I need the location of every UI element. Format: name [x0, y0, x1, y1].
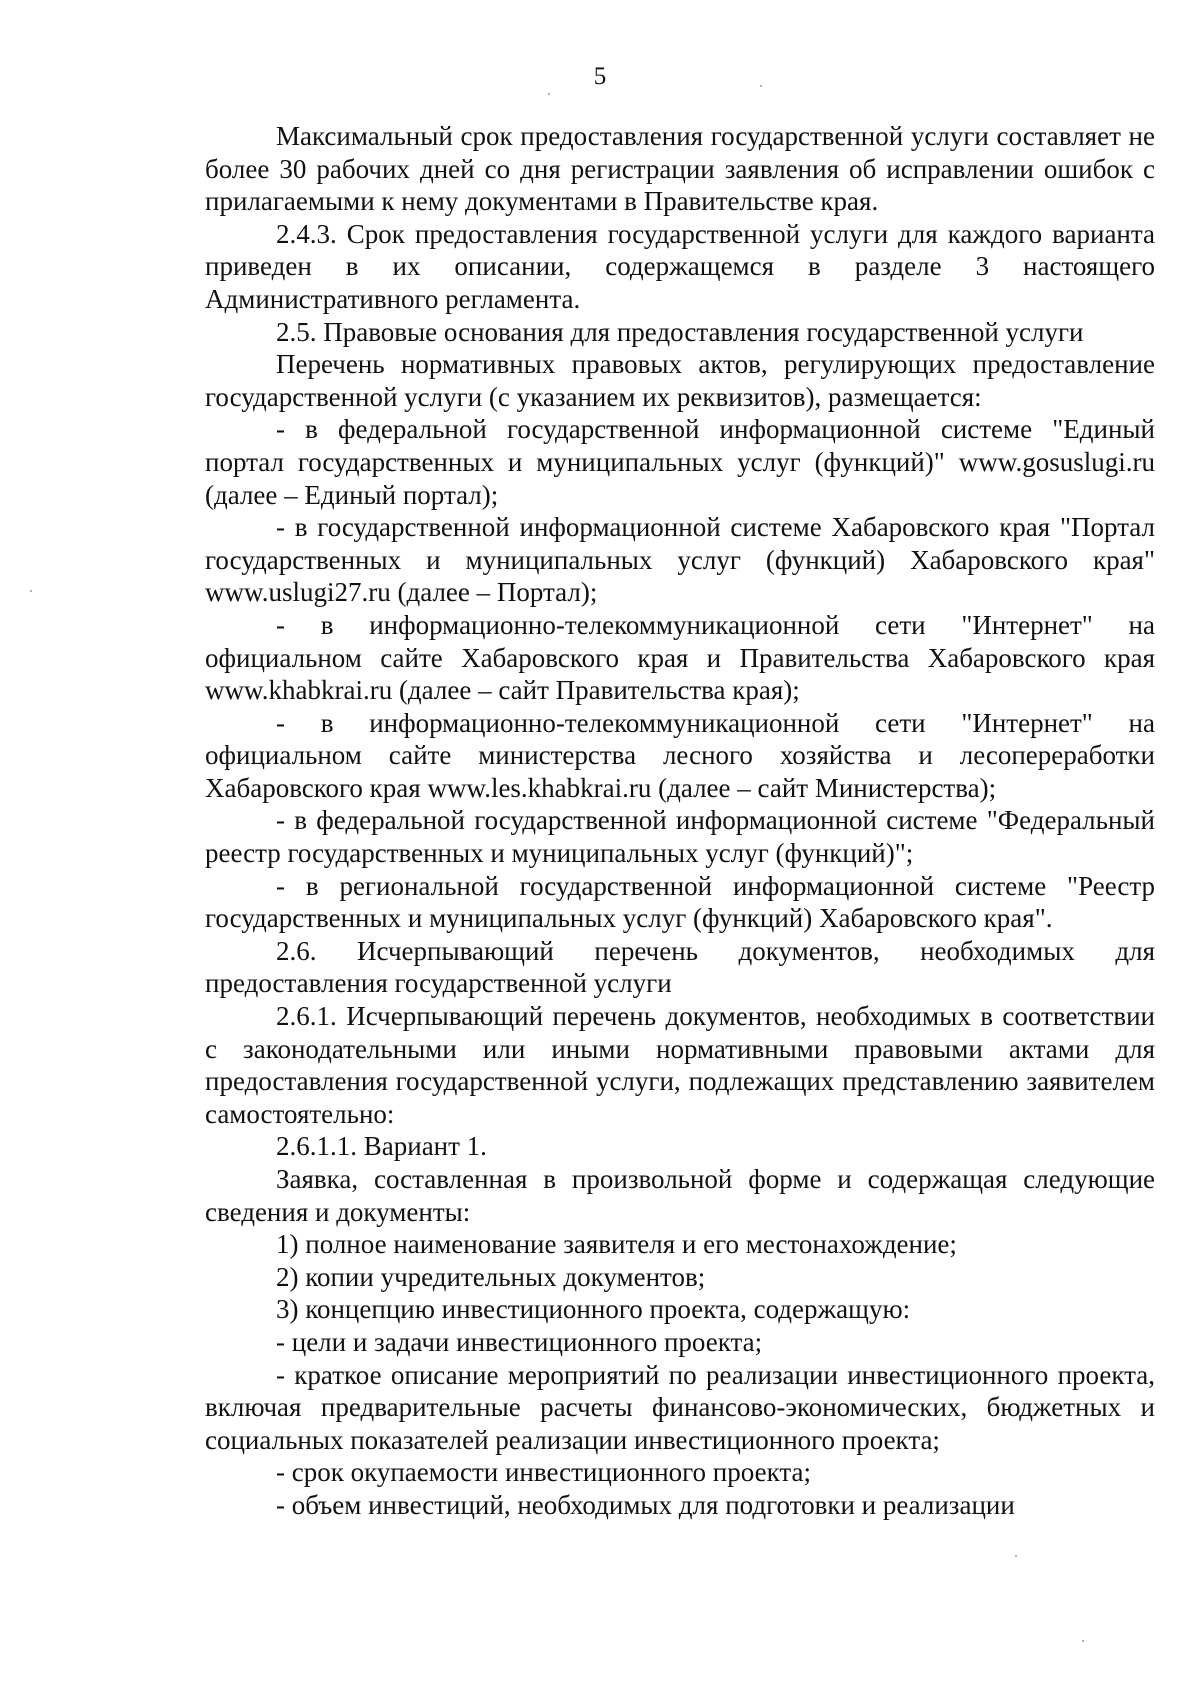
- list-item-federal-portal: - в федеральной государственной информационной системе "Единый портал государственных и муниципальных услуг (функций)" www.gosuslugi.ru (далее – Единый портал);: [205, 414, 1155, 510]
- scan-speck: [760, 85, 762, 87]
- paragraph-2-6-1: 2.6.1. Исчерпывающий перечень документов, необходимых в соответствии с законодательными или иными нормативными правовыми актами для предоставления государственной услуги, подлежащих представлению заявителем самостоятельно:: [205, 1001, 1155, 1129]
- paragraph-2-6-1-1: 2.6.1.1. Вариант 1.: [276, 1131, 487, 1162]
- sub-item-description: - краткое описание мероприятий по реализации инвестиционного проекта, включая предварительные расчеты финансово-экономических, бюджетных и социальных показателей реализации инвестиционного проекта;: [205, 1359, 1155, 1455]
- list-item-federal-registry: - в федеральной государственной информационной системе "Федеральный реестр государственных и муниципальных услуг (функций)";: [205, 805, 1155, 869]
- paragraph-max-term: Максимальный срок предоставления государственной услуги составляет не более 30 рабочих дней со дня регистрации заявления об исправлении ошибок с прилагаемыми к нему документами в Правительстве края.: [205, 121, 1155, 217]
- scan-speck: [548, 93, 550, 95]
- paragraph-application: Заявка, составленная в произвольной форме и содержащая следующие сведения и документы:: [205, 1164, 1155, 1227]
- section-heading-2-5: 2.5. Правовые основания для предоставления государственной услуги: [276, 316, 1084, 347]
- list-item-ministry-site: - в информационно-телекоммуникационной сети "Интернет" на официальном сайте министерства лесного хозяйства и лесопереработки Хабаровского края www.les.khabkrai.ru (далее – сайт Министерства);: [205, 707, 1155, 803]
- list-item-2: 2) копии учредительных документов;: [276, 1261, 706, 1292]
- sub-item-goals: - цели и задачи инвестиционного проекта;: [276, 1326, 763, 1357]
- document-body: [205, 120, 1155, 1522]
- page-number: 5: [593, 63, 607, 90]
- section-heading-2-6: 2.6. Исчерпывающий перечень документов, необходимых для предоставления государственной услуги: [205, 935, 1155, 999]
- paragraph-2-4-3: 2.4.3. Срок предоставления государственной услуги для каждого варианта приведен в их описании, содержащемся в разделе 3 настоящего Административного регламента.: [205, 218, 1155, 314]
- list-item-3: 3) концепцию инвестиционного проекта, содержащую:: [276, 1294, 911, 1325]
- paragraph-legal-acts-list: Перечень нормативных правовых актов, регулирующих предоставление государственной услуги (с указанием их реквизитов), размещается:: [205, 349, 1155, 412]
- list-item-1: 1) полное наименование заявителя и его местонахождение;: [276, 1229, 957, 1260]
- sub-item-payback: - срок окупаемости инвестиционного проекта;: [276, 1457, 811, 1488]
- scan-speck: [30, 590, 32, 592]
- list-item-government-site: - в информационно-телекоммуникационной сети "Интернет" на официальном сайте Хабаровского края и Правительства Хабаровского края www.khabkrai.ru (далее – сайт Правительства края);: [205, 609, 1155, 706]
- sub-item-investment-volume: - объем инвестиций, необходимых для подготовки и реализации: [276, 1489, 1015, 1520]
- list-item-regional-portal: - в государственной информационной системе Хабаровского края "Портал государственных и муниципальных услуг (функций) Хабаровского края" www.uslugi27.ru (далее – Портал);: [205, 512, 1155, 608]
- scan-speck: [1015, 1555, 1017, 1557]
- scan-speck: [1082, 1640, 1084, 1642]
- list-item-regional-registry: - в региональной государственной информационной системе "Реестр государственных и муниципальных услуг (функций) Хабаровского края".: [205, 870, 1155, 934]
